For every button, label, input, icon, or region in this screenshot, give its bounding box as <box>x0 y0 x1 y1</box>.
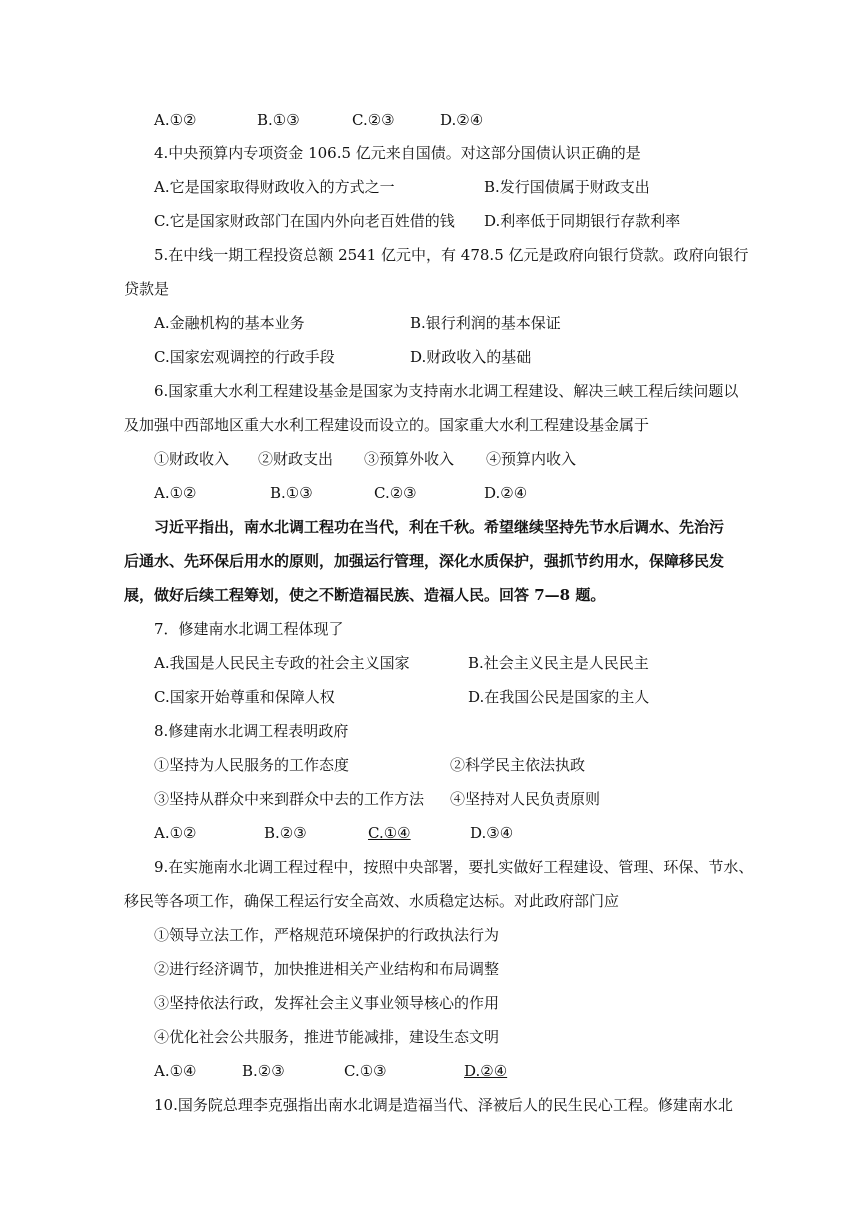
q4-option-b: B.发行国债属于财政支出 <box>484 178 650 196</box>
q7-option-a: A.我国是人民民主专政的社会主义国家 <box>154 654 410 672</box>
q9-item-1: ①领导立法工作，严格规范环境保护的行政执法行为 <box>154 926 500 944</box>
q10-stem-line1: 10.国务院总理李克强指出南水北调是造福当代、泽被后人的民生民心工程。修建南水北 <box>154 1096 733 1114</box>
q6-option-b: B.①③ <box>270 484 313 502</box>
q8-item-4: ④坚持对人民负责原则 <box>450 790 601 808</box>
q9-option-b: B.②③ <box>242 1062 285 1080</box>
q6-stem-line2: 及加强中西部地区重大水利工程建设而设立的。国家重大水利工程建设基金属于 <box>124 416 650 434</box>
q8-option-a: A.①② <box>154 824 197 842</box>
q5-option-c: C.国家宏观调控的行政手段 <box>154 348 335 366</box>
q4-option-c: C.它是国家财政部门在国内外向老百姓借的钱 <box>154 212 455 230</box>
q6-option-a: A.①② <box>154 484 197 502</box>
q5-option-b: B.银行利润的基本保证 <box>410 314 561 332</box>
q6-option-d: D.②④ <box>484 484 528 502</box>
q6-stem-line1: 6.国家重大水利工程建设基金是国家为支持南水北调工程建设、解决三峡工程后续问题以 <box>154 382 739 400</box>
q6-item-3: ③预算外收入 <box>364 450 455 468</box>
q8-stem: 8.修建南水北调工程表明政府 <box>154 722 349 740</box>
q5-option-a: A.金融机构的基本业务 <box>154 314 305 332</box>
q8-option-c: C.①④ <box>368 824 411 842</box>
q7-option-c: C.国家开始尊重和保障人权 <box>154 688 335 706</box>
q7-option-b: B.社会主义民主是人民民主 <box>468 654 649 672</box>
q6-option-c: C.②③ <box>374 484 417 502</box>
q9-option-c: C.①③ <box>344 1062 387 1080</box>
q5-stem-line1: 5.在中线一期工程投资总额 2541 亿元中，有 478.5 亿元是政府向银行贷款。政府向银行 <box>154 246 749 264</box>
q3-option-a: A.①② <box>154 111 197 129</box>
q9-stem-line1: 9.在实施南水北调工程过程中，按照中央部署，要扎实做好工程建设、管理、环保、节水、 <box>154 858 754 876</box>
q9-stem-line2: 移民等各项工作，确保工程运行安全高效、水质稳定达标。对此政府部门应 <box>124 892 620 910</box>
q3-option-c: C.②③ <box>352 111 395 129</box>
q6-item-2: ②财政支出 <box>258 450 334 468</box>
material-line3: 展，做好后续工程筹划，使之不断造福民族、造福人民。回答 7—8 题。 <box>124 586 606 604</box>
material-line2: 后通水、先环保后用水的原则，加强运行管理，深化水质保护，强抓节约用水，保障移民发 <box>124 552 725 570</box>
q3-option-b: B.①③ <box>257 111 300 129</box>
q4-option-d: D.利率低于同期银行存款利率 <box>484 212 681 230</box>
q9-item-4: ④优化社会公共服务，推进节能减排，建设生态文明 <box>154 1028 500 1046</box>
q8-item-2: ②科学民主依法执政 <box>450 756 586 774</box>
q6-item-1: ①财政收入 <box>154 450 230 468</box>
q8-option-d: D.③④ <box>470 824 514 842</box>
q4-stem: 4.中央预算内专项资金 106.5 亿元来自国债。对这部分国债认识正确的是 <box>154 144 641 162</box>
q9-option-d: D.②④ <box>464 1062 508 1080</box>
material-line1: 习近平指出，南水北调工程功在当代，利在千秋。希望继续坚持先节水后调水、先治污 <box>154 518 725 536</box>
q9-item-3: ③坚持依法行政，发挥社会主义事业领导核心的作用 <box>154 994 500 1012</box>
q9-item-2: ②进行经济调节，加快推进相关产业结构和布局调整 <box>154 960 500 978</box>
q9-option-a: A.①④ <box>154 1062 197 1080</box>
q6-item-4: ④预算内收入 <box>486 450 577 468</box>
q7-stem: 7．修建南水北调工程体现了 <box>154 620 344 638</box>
q4-option-a: A.它是国家取得财政收入的方式之一 <box>154 178 395 196</box>
q5-option-d: D.财政收入的基础 <box>410 348 532 366</box>
q8-option-b: B.②③ <box>264 824 307 842</box>
q3-option-d: D.②④ <box>440 111 484 129</box>
q8-item-1: ①坚持为人民服务的工作态度 <box>154 756 350 774</box>
q8-item-3: ③坚持从群众中来到群众中去的工作方法 <box>154 790 425 808</box>
q5-stem-line2: 贷款是 <box>124 280 170 298</box>
q7-option-d: D.在我国公民是国家的主人 <box>468 688 650 706</box>
